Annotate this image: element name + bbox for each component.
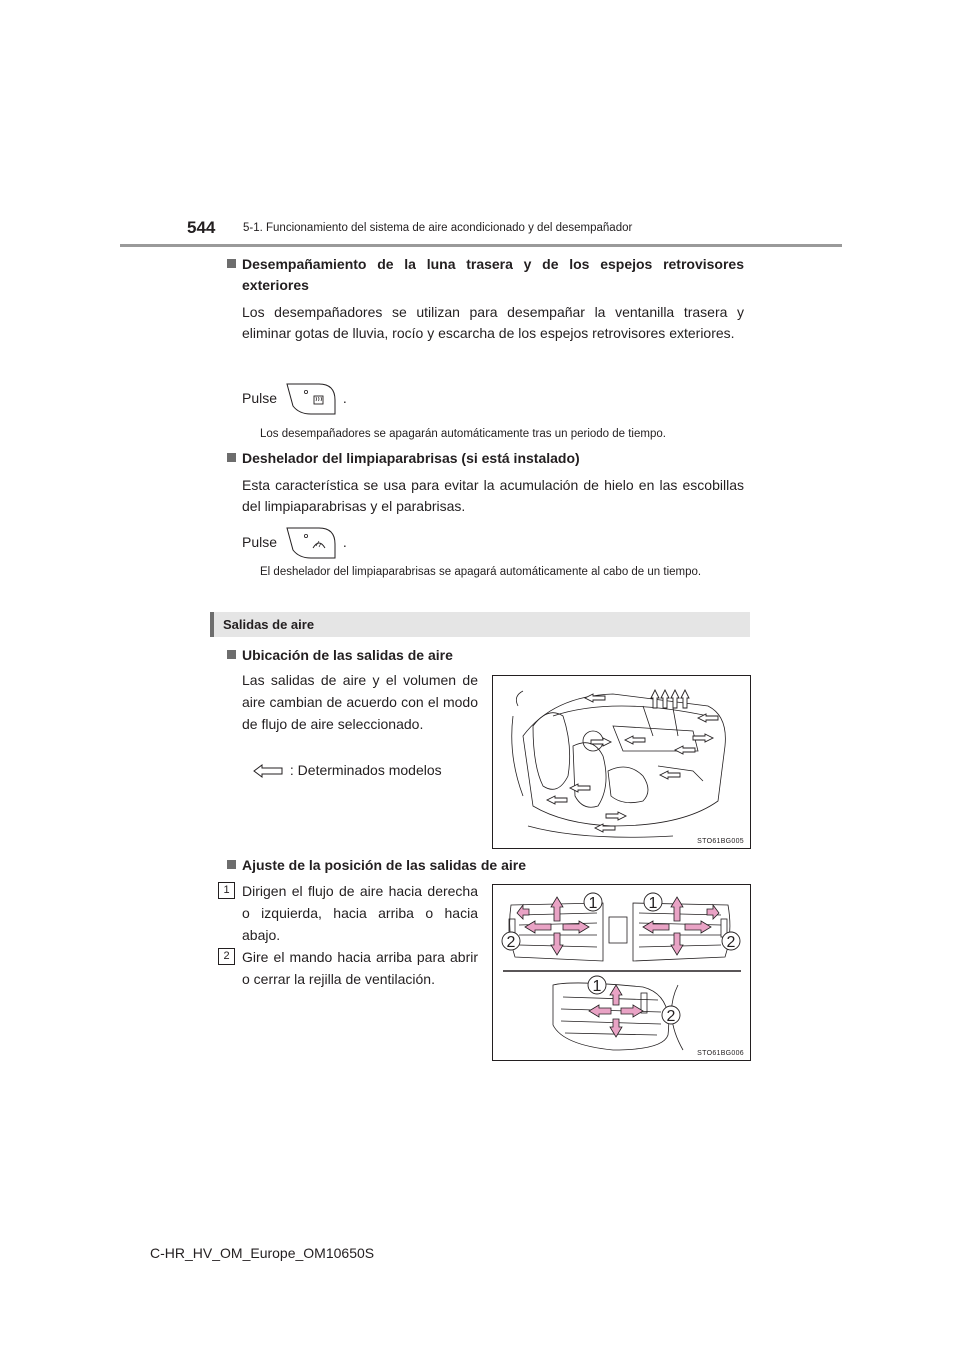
vent-adjust-item-1: Dirigen el flujo de aire hacia derecha o izquierda, hacia arriba o hacia abajo. — [242, 883, 478, 943]
vent-location-legend: : Determinados modelos — [252, 758, 442, 782]
rear-defogger-note: Los desempañadores se apagarán automáticamente tras un periodo de tiempo. — [260, 428, 666, 440]
vent-location-figure — [492, 675, 751, 849]
vent-location-body: Las salidas de aire y el volumen de aire cambian de acuerdo con el modo de flujo de aire seleccionado. — [242, 672, 478, 732]
item-number-1: 1 — [218, 880, 235, 899]
figure-code: STO61BG006 — [697, 1050, 744, 1057]
figure-code: STO61BG005 — [697, 838, 744, 845]
section-bar-air-outlets — [210, 612, 750, 637]
car-interior-vents-illustration — [493, 676, 750, 848]
air-vent-adjustment-illustration — [493, 885, 750, 1060]
rear-defogger-instruction: Pulse . — [242, 378, 347, 418]
header-title: 5-1. Funcionamiento del sistema de aire acondicionado y del desempañador — [243, 222, 633, 234]
rear-defogger-heading: Desempañamiento de la luna trasera y de los espejos retrovisores exteriores — [242, 254, 744, 296]
rear-defogger-body: Los desempañadores se utilizan para desempañar la ventanilla trasera y eliminar gotas de lluvia, rocío y escarcha de los espejos retrovisores exteriores. — [242, 304, 744, 341]
footer-doc-code: C-HR_HV_OM_Europe_OM10650S — [150, 1245, 375, 1261]
vent-location-heading: Ubicación de las salidas de aire — [242, 645, 453, 666]
callout-1: 1 — [588, 895, 598, 912]
callout-1: 1 — [648, 895, 658, 912]
wiper-deicer-instruction: Pulse . — [242, 522, 347, 562]
wiper-deicer-button-icon — [283, 526, 339, 560]
wiper-deicer-body: Esta característica se usa para evitar la acumulación de hielo en las escobillas del limpiaparabrisas y el parabrisas. — [242, 477, 744, 514]
vent-adjust-item-2: Gire el mando hacia arriba para abrir o cerrar la rejilla de ventilación. — [242, 949, 478, 987]
callout-1: 1 — [592, 978, 602, 995]
callout-2: 2 — [506, 934, 516, 951]
bullet-square-icon — [227, 259, 236, 268]
bullet-square-icon — [227, 860, 236, 869]
header-rule — [120, 244, 842, 247]
section-title: Salidas de aire — [223, 617, 315, 632]
callout-2: 2 — [726, 934, 736, 951]
wiper-deicer-heading: Deshelador del limpiaparabrisas (si está instalado) — [242, 448, 744, 469]
arrow-left-outline-icon — [252, 763, 284, 779]
bullet-square-icon — [227, 453, 236, 462]
rear-defogger-button-icon — [283, 382, 339, 416]
vent-adjust-figure — [492, 884, 751, 1061]
item-number-2: 2 — [218, 946, 235, 965]
callout-2: 2 — [666, 1008, 676, 1025]
page-number: 544 — [187, 218, 216, 237]
vent-adjust-heading: Ajuste de la posición de las salidas de aire — [242, 855, 526, 876]
wiper-deicer-note: El deshelador del limpiaparabrisas se apagará automáticamente al cabo de un tiempo. — [260, 566, 702, 578]
bullet-square-icon — [227, 650, 236, 659]
